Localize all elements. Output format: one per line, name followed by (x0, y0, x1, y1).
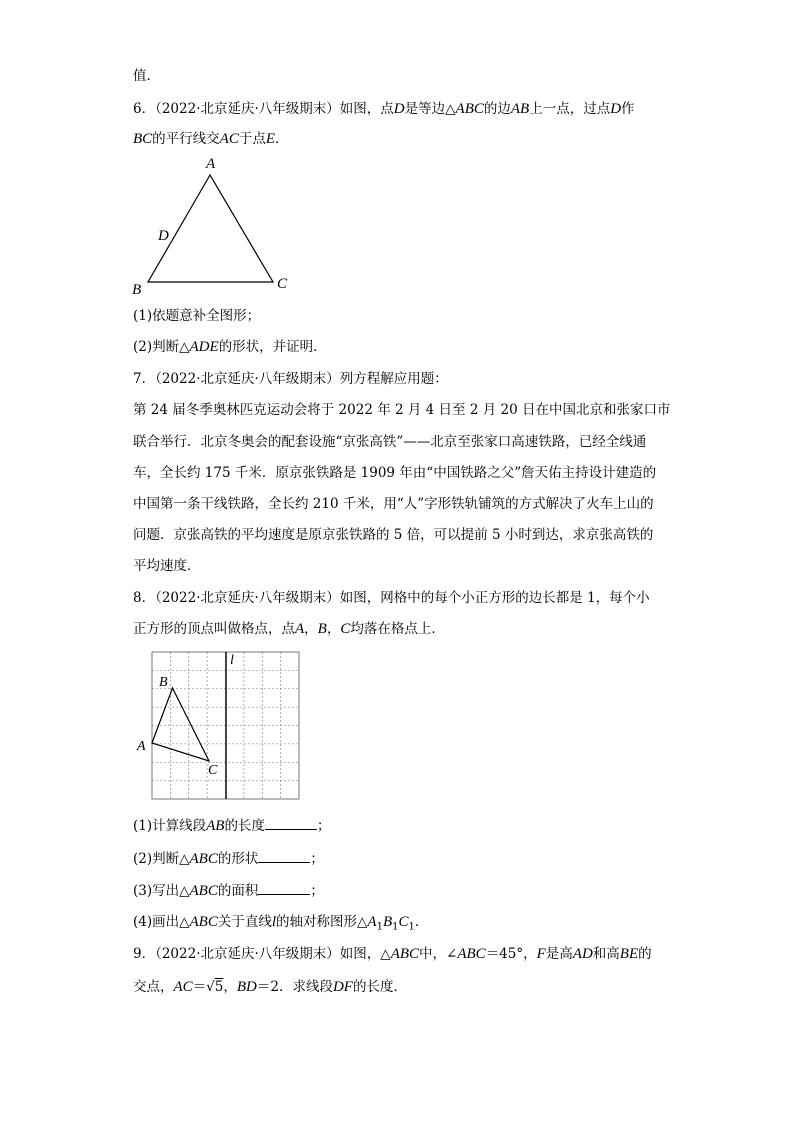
label-b: B (132, 282, 142, 297)
label-c: C (208, 763, 218, 778)
answer-blank[interactable] (258, 880, 310, 895)
label-a: A (206, 156, 216, 172)
q6-part1: (1)依题意补全图形； (133, 308, 261, 324)
q6-line2: BC的平行线交AC于点E． (133, 131, 289, 147)
q8-part4: (4)画出△ABC关于直线l的轴对称图形$\triangle A_1B_1C_1$． (133, 914, 429, 933)
q7-text-line: 问题．京张高铁的平均速度是原京张铁路的 5 倍，可以提前 5 小时到达，求京张高铁的 (133, 527, 654, 543)
q6-line1: 6．（2022·北京延庆·八年级期末）如图，点D是等边△ABC的边AB上一点，过点D作 (133, 101, 635, 117)
q8-part3: (3)写出△ABC的面积 ； (133, 880, 324, 901)
equilateral-triangle-figure (128, 152, 298, 297)
q5-tail: 值． (133, 68, 160, 84)
question-number: 8． (133, 590, 156, 606)
q8-part2: (2)判断△ABC的形状 ； (133, 848, 324, 869)
q7-line1: 7．（2022·北京延庆·八年级期末）列方程解应用题： (133, 371, 448, 387)
answer-blank[interactable] (265, 815, 317, 830)
answer-blank[interactable] (258, 848, 310, 863)
question-source: （2022·北京延庆·八年级期末） (155, 946, 340, 962)
sqrt-symbol: √ (206, 979, 215, 995)
question-number: 7． (133, 371, 156, 387)
q9-line1: 9．（2022·北京延庆·八年级期末）如图，△ABC中，∠ABC＝45°，F是高AD和高BE的 (133, 946, 652, 962)
question-number: 6． (133, 101, 156, 117)
q9-line2: 交点，AC＝√5，BD＝2．求线段DF的长度． (133, 979, 407, 995)
label-c: C (277, 276, 288, 292)
q8-line2: 正方形的顶点叫做格点，点A，B，C均落在格点上． (133, 621, 445, 637)
q8-part1: (1)计算线段AB的长度 ； (133, 815, 330, 836)
q7-text-line: 中国第一条干线铁路，全长约 210 千米，用“人”字形铁轨铺筑的方式解决了火车上山的 (133, 496, 654, 512)
triangle-abc-grid (152, 688, 209, 761)
q7-text-line: 第 24 届冬季奥林匹克运动会将于 2022 年 2 月 4 日至 2 月 20 日在中国北京和张家口市 (133, 402, 671, 418)
grid-figure (134, 646, 309, 806)
label-l: l (230, 653, 234, 668)
q8-line1: 8．（2022·北京延庆·八年级期末）如图，网格中的每个小正方形的边长都是 1，每个小 (133, 590, 650, 606)
question-source: （2022·北京延庆·八年级期末） (155, 101, 340, 117)
question-number: 9． (133, 946, 156, 962)
label-b: B (159, 675, 168, 690)
label-a: A (137, 739, 146, 754)
q7-text-line: 平均速度． (133, 558, 201, 574)
q6-part2: (2)判断△ADE的形状，并证明． (133, 339, 327, 355)
question-source: （2022·北京延庆·八年级期末） (155, 371, 340, 387)
label-d: D (158, 228, 169, 244)
q7-text-line: 车，全长约 175 千米．原京张铁路是 1909 年由“中国铁路之父”詹天佑主持设计建造的 (133, 465, 657, 481)
q7-text-line: 联合举行．北京冬奥会的配套设施“京张高铁”——北京至张家口高速铁路，已经全线通 (133, 434, 647, 450)
question-source: （2022·北京延庆·八年级期末） (155, 590, 340, 606)
